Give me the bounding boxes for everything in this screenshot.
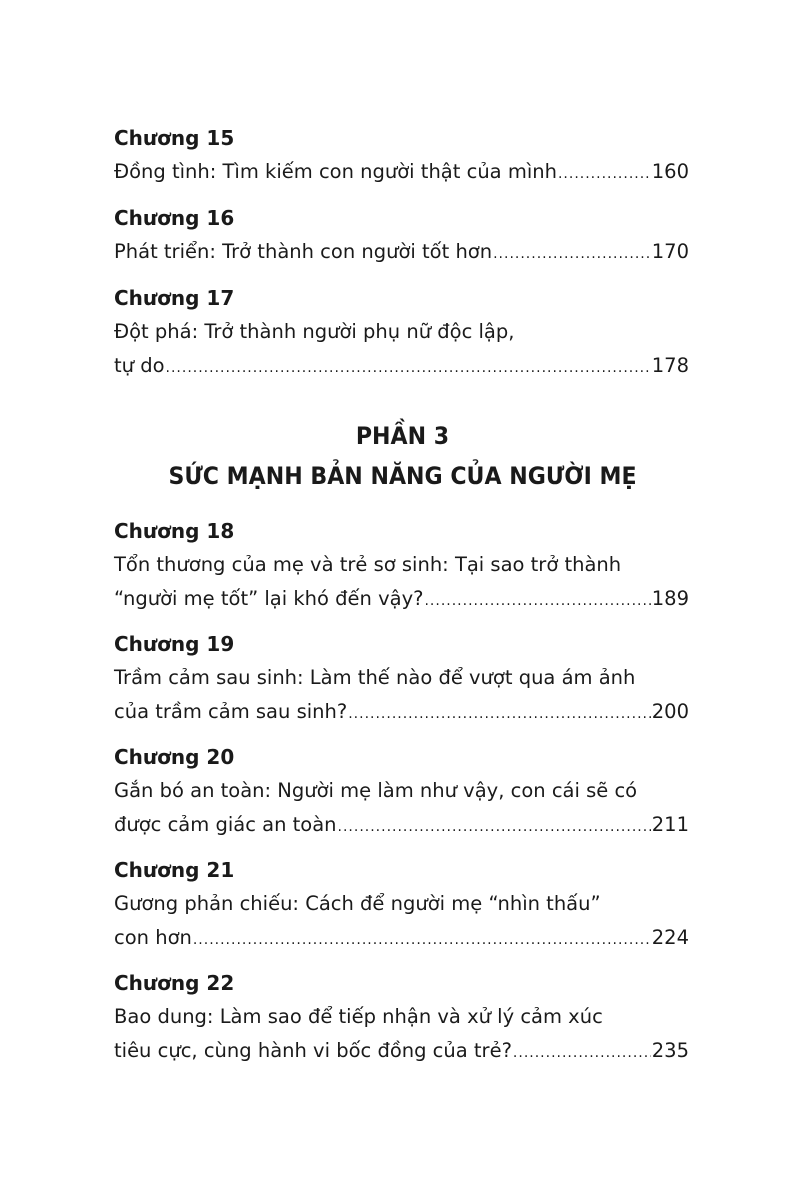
toc-entry[interactable]: [114, 627, 689, 729]
chapter-heading: Chương 18: [114, 519, 235, 543]
dot-leader: [493, 237, 651, 271]
dot-leader: [166, 351, 651, 385]
chapter-title: “người mẹ tốt” lại khó đến vậy?: [114, 587, 424, 610]
chapter-heading: Chương 19: [114, 632, 235, 656]
page-number: 235: [651, 1039, 689, 1062]
chapter-title-line: Bao dung: Làm sao để tiếp nhận và xử lý cảm xúc: [114, 1005, 603, 1028]
page-number: 224: [651, 926, 689, 949]
dot-leader: [513, 1036, 651, 1070]
chapter-title: con hơn: [114, 926, 192, 949]
toc-entry[interactable]: [114, 740, 689, 842]
page-number: 160: [651, 160, 689, 183]
dot-leader: [348, 697, 651, 731]
toc-entry-line: [114, 695, 689, 729]
toc-entry-line: [114, 921, 689, 955]
page-number: 200: [651, 700, 689, 723]
dot-leader: [558, 157, 651, 191]
page-number: 178: [651, 354, 689, 377]
chapter-title-line: Trầm cảm sau sinh: Làm thế nào để vượt qua ám ảnh: [114, 666, 636, 689]
chapter-title: tự do: [114, 354, 165, 377]
chapter-title-line: Đột phá: Trở thành người phụ nữ độc lập,: [114, 320, 515, 343]
chapter-heading: Chương 16: [114, 206, 235, 230]
toc-entry[interactable]: [114, 514, 689, 616]
chapter-heading: Chương 15: [114, 126, 235, 150]
toc-entry-line: [114, 808, 689, 842]
chapter-title: tiêu cực, cùng hành vi bốc đồng của trẻ?: [114, 1039, 512, 1062]
toc-entry[interactable]: [114, 966, 689, 1068]
chapter-title: Phát triển: Trở thành con người tốt hơn: [114, 240, 493, 263]
chapter-heading: Chương 21: [114, 858, 235, 882]
toc-entry-line: [114, 349, 689, 383]
dot-leader: [193, 923, 651, 957]
toc-entry-line: [114, 235, 689, 269]
toc-entry-line: [114, 582, 689, 616]
page-number: 211: [651, 813, 689, 836]
chapter-title: của trầm cảm sau sinh?: [114, 700, 348, 723]
chapter-title-line: Gương phản chiếu: Cách để người mẹ “nhìn thấu”: [114, 892, 601, 915]
toc-section-top: [114, 121, 689, 383]
dot-leader: [424, 584, 650, 618]
dot-leader: [338, 810, 651, 844]
chapter-heading: Chương 22: [114, 971, 235, 995]
chapter-title-line: Tổn thương của mẹ và trẻ sơ sinh: Tại sao trở thành: [114, 553, 622, 576]
toc-entry[interactable]: [114, 281, 689, 383]
toc-entry-line: [114, 1034, 689, 1068]
chapter-title: được cảm giác an toàn: [114, 813, 337, 836]
chapter-heading: Chương 17: [114, 286, 235, 310]
chapter-title-line: Gắn bó an toàn: Người mẹ làm như vậy, con cái sẽ có: [114, 779, 638, 802]
toc-entry[interactable]: [114, 201, 689, 269]
toc-entry[interactable]: [114, 121, 689, 189]
toc-section-bottom: [114, 514, 689, 1068]
toc-entry-line: [114, 155, 689, 189]
chapter-title: Đồng tình: Tìm kiếm con người thật của mình: [114, 160, 557, 183]
part-number: PHẦN 3: [355, 422, 450, 450]
page-number: 189: [651, 587, 689, 610]
page-number: 170: [651, 240, 689, 263]
part-title: SỨC MẠNH BẢN NĂNG CỦA NGƯỜI MẸ: [168, 462, 637, 490]
chapter-heading: Chương 20: [114, 745, 235, 769]
toc-entry[interactable]: [114, 853, 689, 955]
